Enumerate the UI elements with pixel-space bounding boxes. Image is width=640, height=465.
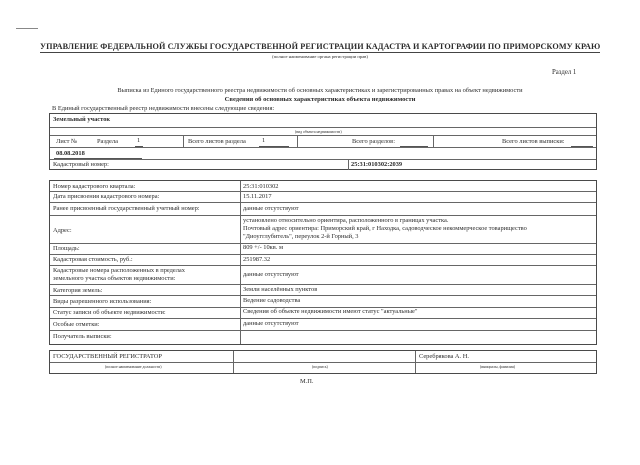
registrar-title: ГОСУДАРСТВЕННЫЙ РЕГИСТРАТОР (53, 353, 162, 360)
section-part-label: Раздела (97, 138, 118, 145)
row-divider (50, 159, 596, 160)
detail-value: Сведения об объекте недвижимости имеют статус "актуальные" (243, 308, 418, 315)
col-divider (297, 135, 298, 147)
total-sections-label: Всего разделов: (352, 138, 395, 145)
name-note: (инициалы, фамилия) (480, 365, 516, 369)
row-divider (50, 135, 596, 136)
col-divider (348, 159, 349, 170)
col-divider (183, 135, 184, 147)
row-divider (50, 254, 596, 255)
intro-text: Выписка из Единого государственного реестра недвижимости об основных характеристиках и зарегистрированных правах на объект недвижимости (117, 87, 523, 94)
total-extract-sheets-label: Всего листов выписки: (502, 138, 565, 145)
signature-box (49, 350, 597, 374)
detail-label: Площадь: (53, 245, 80, 252)
agency-title: УПРАВЛЕНИЕ ФЕДЕРАЛЬНОЙ СЛУЖБЫ ГОСУДАРСТВЕННОЙ РЕГИСТРАЦИИ КАДАСТРА И КАРТОГРАФИИ ПО ПРИМОРСКОМУ КРАЮ (40, 42, 601, 51)
row-divider (50, 362, 596, 363)
address-line: установлено относительно ориентира, расположенного в границах участка. (243, 217, 449, 224)
sheet-label: Лист № (56, 138, 78, 145)
object-summary-box (49, 113, 597, 170)
detail-label: Кадастровая стоимость, руб.: (53, 256, 133, 263)
detail-label: Кадастровые номера расположенных в пределах (53, 267, 185, 274)
row-divider (50, 202, 596, 203)
registrar-name: Серебрякова А. Н. (419, 353, 469, 360)
detail-label: Адрес: (53, 227, 72, 234)
row-divider (50, 243, 596, 244)
row-divider (50, 147, 596, 148)
col-divider (240, 181, 241, 344)
cadastral-label: Кадастровый номер: (53, 161, 109, 168)
detail-value: данные отсутствуют (243, 205, 299, 212)
detail-value: данные отсутствуют (243, 320, 299, 327)
address-line: Почтовый адрес ориентира: Приморский край, г Находка, садоводческое некоммерческое товарищество (243, 225, 527, 232)
row-divider (50, 295, 596, 296)
agency-note: (полное наименование органа регистрации прав) (272, 54, 368, 59)
entered-text: В Единый государственный реестр недвижимости внесены следующие сведения: (52, 105, 275, 112)
details-table (49, 180, 597, 345)
object-type: Земельный участок (53, 116, 111, 123)
position-note: (полное наименование должности) (105, 365, 162, 369)
row-divider (50, 215, 596, 216)
detail-label: Статус записи об объекте недвижимости: (53, 309, 166, 316)
section-label: Раздел 1 (552, 69, 577, 76)
detail-label: земельного участка объектов недвижимости: (53, 275, 176, 282)
total-sheets-section-label: Всего листов раздела (188, 138, 246, 145)
corner-mark (16, 28, 38, 29)
detail-value: Земли населённых пунктов (243, 286, 318, 293)
detail-value: Ведение садоводства (243, 297, 301, 304)
detail-value: 251987.32 (243, 256, 271, 263)
total-sheets-section-value: 1 (262, 137, 266, 144)
row-divider (50, 127, 596, 128)
section-part-value: 1 (137, 137, 141, 144)
cadastral-value: 25:31:010302:2039 (351, 161, 403, 168)
address-line: "Диоугглубитель", переулок 2-й Горный, 3 (243, 233, 359, 240)
signature-note: (подпись) (312, 365, 328, 369)
row-divider (50, 318, 596, 319)
detail-value: 809 +/- 10кв. м (243, 244, 284, 251)
detail-value: 15.11.2017 (243, 193, 272, 200)
row-divider (50, 284, 596, 285)
detail-label: Дата присвоения кадастрового номера: (53, 193, 160, 200)
detail-value: данные отсутствуют (243, 271, 299, 278)
row-divider (50, 265, 596, 266)
detail-label: Категория земель: (53, 287, 103, 294)
detail-label: Номер кадастрового квартала: (53, 183, 136, 190)
col-divider (433, 135, 434, 147)
detail-label: Ранее присвоенный государственный учетный номер: (53, 205, 200, 212)
stamp-place: М.П. (300, 378, 314, 385)
row-divider (50, 191, 596, 192)
agency-underline (40, 52, 600, 53)
subtitle: Сведения об основных характеристиках объекта недвижимости (224, 96, 416, 103)
extract-date: 08.08.2018 (56, 150, 85, 157)
object-type-note: (вид объекта недвижимости) (295, 130, 342, 134)
detail-label: Особые отметки: (53, 321, 100, 328)
detail-value: 25:31:010302 (243, 183, 279, 190)
row-divider (50, 330, 596, 331)
detail-label: Виды разрешенного использования: (53, 298, 152, 305)
detail-label: Получатель выписки: (53, 333, 112, 340)
